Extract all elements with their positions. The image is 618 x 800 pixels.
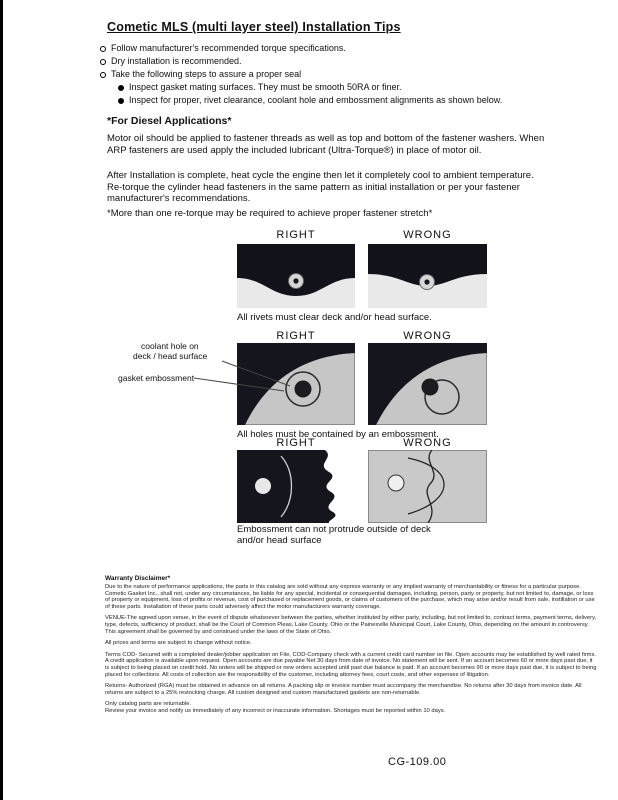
row3-caption-line2: and/or head surface bbox=[237, 535, 322, 546]
row1-caption: All rivets must clear deck and/or head surface. bbox=[237, 312, 432, 323]
diagram-row2-right-image bbox=[237, 343, 355, 425]
diesel-applications-heading: *For Diesel Applications* bbox=[107, 115, 232, 127]
filled-bullet-icon bbox=[118, 85, 124, 91]
legal-paragraph: Returns- Authorized (RGA) must be obtained in advance on all returns. A packing slip or invoice number must accompany the merchandise. No returns after 30 days from invoice date. All returns are subject to a 25% restocking charge. All custom designed and custom manufactured gaskets are non-returnable. bbox=[105, 683, 582, 696]
tip-sub-item bbox=[118, 94, 502, 106]
tip-text: Dry installation is recommended. bbox=[111, 56, 242, 66]
retorque-note: *More than one re-torque may be required to achieve proper fastener stretch* bbox=[107, 208, 433, 219]
legal-paragraph: VENUE-The agreed upon venue, in the event of dispute whatsoever between the parties, whether instituted by either party, including, but not limited to, contract terms, payment terms, delivery, type, defects, sufficiency of product, shall be the Court of Common Pleas, Lake County, Ohio or the Painesville Municipal Court, Lake County, Ohio, depending on the amount in controversy. This agreement shall be governed by and construed under the laws of the State of Ohio. bbox=[105, 615, 597, 635]
row2-right-label: RIGHT bbox=[276, 330, 316, 342]
catalog-page-code: CG-109.00 bbox=[388, 756, 447, 768]
diagram-row1-wrong-image bbox=[368, 244, 487, 308]
tip-text: Inspect gasket mating surfaces. They must be smooth 50RA or finer. bbox=[129, 82, 402, 92]
legal-paragraph: Due to the nature of performance applications, the parts in this catalog are sold without any express warranty or any implied warranty of merchantability or fitness for a particular purpose. Cometic Gasket Inc., shall not, under any circumstances, be liable for any special, incidental or consequential damages, including, person, party or property, but not limited to, damage, or loss of property or equipment, loss of profits or revenue, cost of purchased or replacement goods, or claims of customers of the purchase, which may arise and/or result from sale, instillation or use of these parts. Installation of these parts could adversely affect the motor manufacturers warranty coverage. bbox=[105, 584, 595, 610]
row2-wrong-label: WRONG bbox=[403, 330, 452, 342]
coolant-hole-label-line1: coolant hole on bbox=[141, 341, 199, 351]
open-bullet-icon bbox=[100, 46, 106, 52]
open-bullet-icon bbox=[100, 72, 106, 78]
row1-wrong-label: WRONG bbox=[403, 229, 452, 241]
diesel-paragraph-1: Motor oil should be applied to fastener threads as well as top and bottom of the fastener washers. When ARP fasteners are used apply the included lubricant (Ultra-Torque®) in place of motor oil. bbox=[107, 133, 545, 156]
open-bullet-icon bbox=[100, 59, 106, 65]
row3-wrong-label: WRONG bbox=[403, 437, 452, 449]
tips-list bbox=[100, 42, 502, 107]
warranty-disclaimer-heading: Warranty Disclaimer* bbox=[105, 575, 171, 582]
tip-text: Inspect for proper, rivet clearance, coolant hole and embossment alignments as shown below. bbox=[129, 95, 503, 105]
tip-text: Take the following steps to assure a proper seal bbox=[111, 69, 302, 79]
filled-bullet-icon bbox=[118, 98, 124, 104]
page-title: Cometic MLS (multi layer steel) Installation Tips bbox=[107, 20, 401, 34]
diagram-row1-right-image bbox=[237, 244, 355, 308]
diagram-row2-wrong-image bbox=[368, 343, 487, 425]
tip-text: Follow manufacturer's recommended torque specifications. bbox=[111, 43, 346, 53]
legal-paragraph: Review your invoice and notify us immediately of any incorrect or inaccurate information. Shortages must be reported within 10 days. bbox=[105, 707, 446, 714]
diagram-row3-right-image bbox=[237, 450, 355, 523]
page-edge-line bbox=[0, 0, 3, 800]
row3-right-label: RIGHT bbox=[276, 437, 316, 449]
diagram-row3-wrong-image bbox=[368, 450, 487, 523]
row2-caption: All holes must be contained by an embossment. bbox=[237, 429, 439, 440]
row1-right-label: RIGHT bbox=[276, 229, 316, 241]
tip-sub-item bbox=[118, 81, 502, 93]
tip-item bbox=[100, 55, 502, 67]
row3-caption bbox=[237, 524, 477, 546]
legal-text-block bbox=[105, 584, 597, 715]
diesel-paragraph-2: After Installation is complete, heat cycle the engine then let it completely cool to ambient temperature. Re-torque the cylinder head fasteners in the same pattern as initial installation or per your fastener manufacturer's recommendations. bbox=[107, 170, 534, 204]
legal-paragraph: All prices and terms are subject to change without notice. bbox=[105, 640, 252, 647]
coolant-hole-label-line2: deck / head surface bbox=[133, 351, 208, 361]
tip-item bbox=[100, 42, 502, 54]
tip-item bbox=[100, 68, 502, 80]
legal-paragraph: Terms COD- Secured with a completed dealer/jobber application on File, COD-Company check with a current credit card number on file. Open accounts may be established by well rated firms. A credit application is available upon request. Open accounts are due payable Net 30 days from date of invoice. No statement will be sent. If an account becomes 60 or more days past due, it is subject to being placed on credit hold. No orders will be shipped or new orders accepted until past due balance is paid. If an account becomes 90 or more days past due, it is subject to being placed for collections. All costs of collection are the responsibility of the customer, including attorney fees, court costs, and other expenses of litigation. bbox=[105, 651, 597, 678]
row3-caption-line1: Embossment can not protrude outside of deck bbox=[237, 524, 431, 535]
legal-paragraph: Only catalog parts are returnable. bbox=[105, 701, 192, 708]
gasket-embossment-label: gasket embossment bbox=[118, 373, 195, 383]
